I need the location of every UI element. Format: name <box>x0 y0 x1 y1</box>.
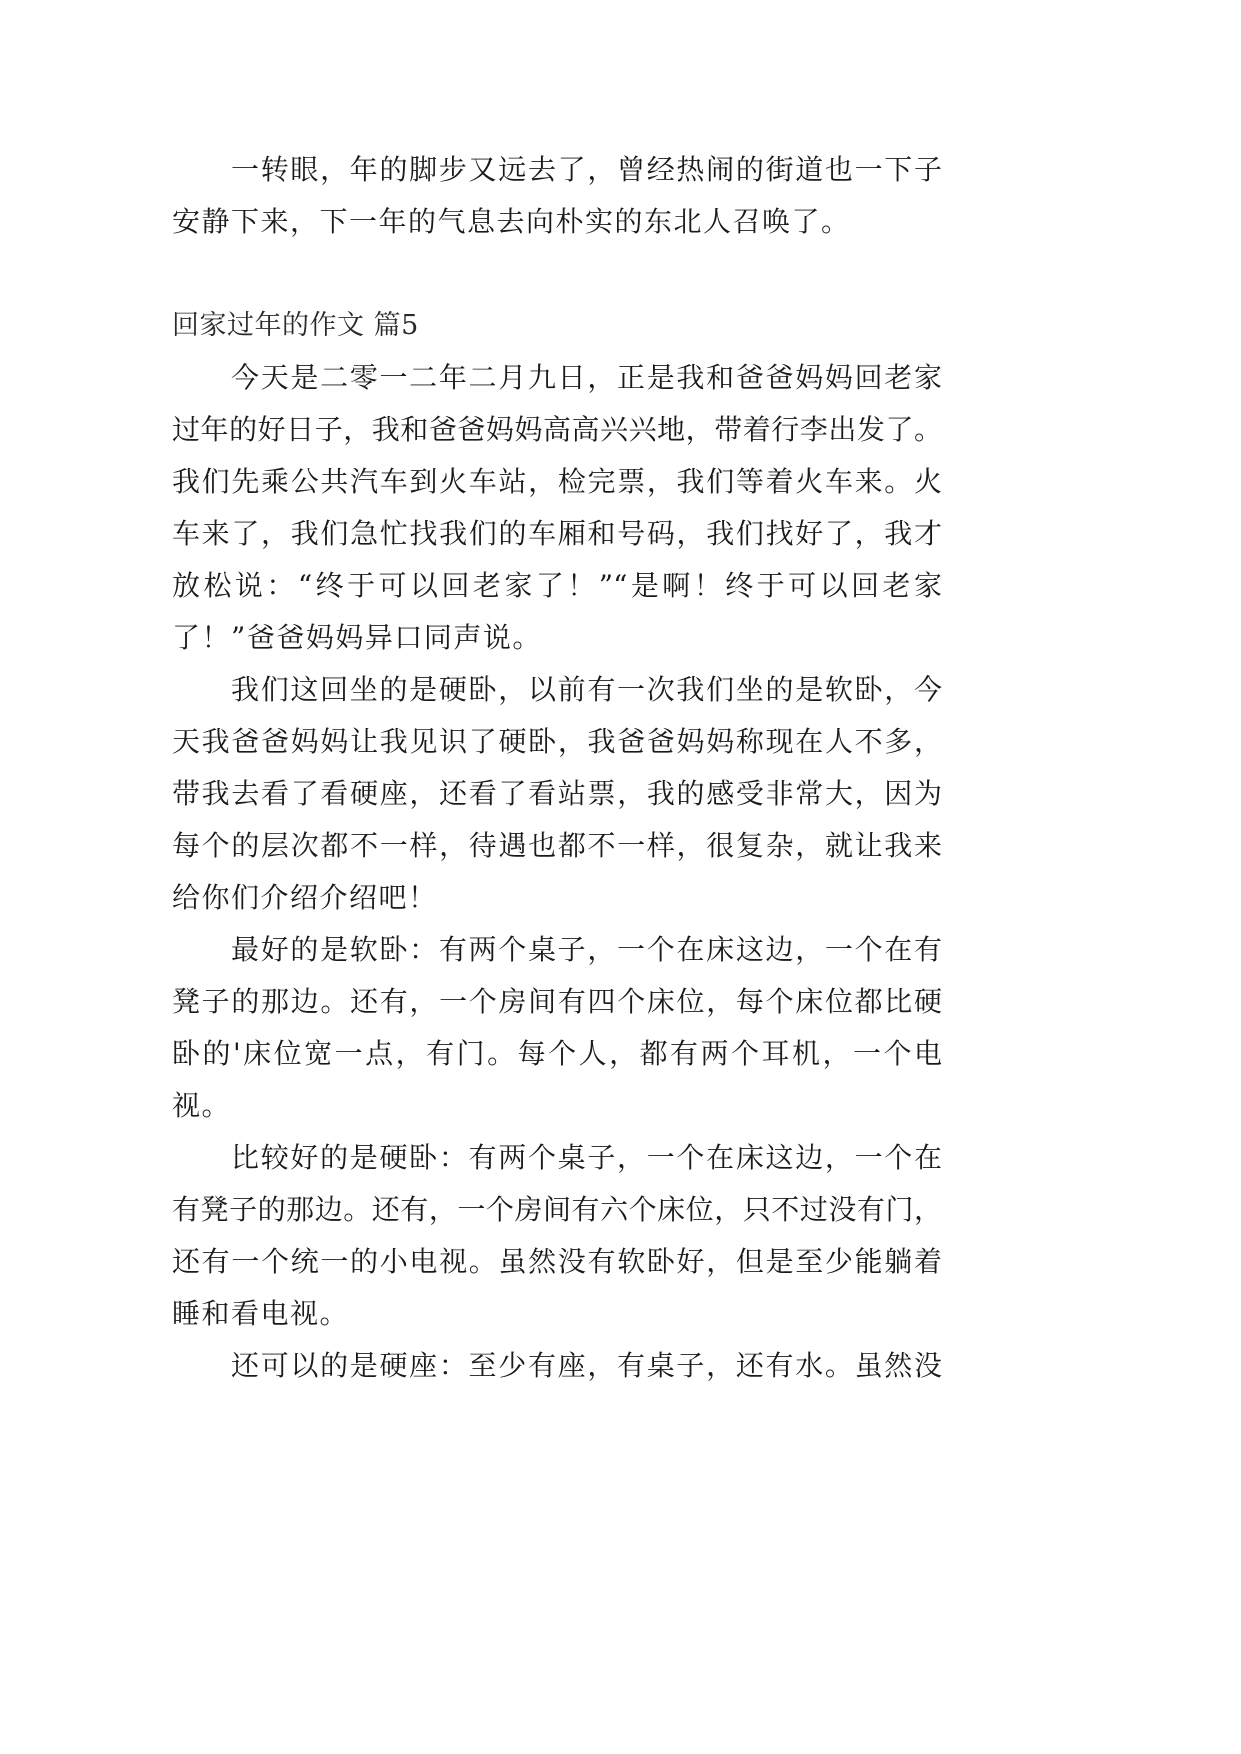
paragraph-line: 我们先乘公共汽车到火车站，检完票，我们等着火车来。火 <box>172 465 942 498</box>
paragraph-line: 还可以的是硬座：至少有座，有桌子，还有水。虽然没 <box>231 1349 942 1382</box>
paragraph-line: 卧的'床位宽一点，有门。每个人，都有两个耳机，一个电 <box>172 1037 942 1070</box>
paragraph <box>172 1340 942 1392</box>
paragraph-line: 今天是二零一二年二月九日，正是我和爸爸妈妈回老家 <box>231 361 942 394</box>
paragraph-line: 凳子的那边。还有，一个房间有四个床位，每个床位都比硬 <box>172 985 942 1018</box>
paragraph-line: 安静下来，下一年的气息去向朴实的东北人召唤了。 <box>172 205 851 238</box>
paragraph-line: 一转眼，年的脚步又远去了，曾经热闹的街道也一下子 <box>231 153 942 186</box>
paragraph <box>172 924 942 1132</box>
paragraph-line: 给你们介绍介绍吧！ <box>172 881 438 914</box>
paragraph-line: 还有一个统一的小电视。虽然没有软卧好，但是至少能躺着 <box>172 1245 942 1278</box>
paragraph <box>172 1132 942 1340</box>
paragraph-line: 睡和看电视。 <box>172 1297 350 1330</box>
blank-line <box>172 248 942 300</box>
paragraph <box>172 352 942 664</box>
paragraph-line: 了！”爸爸妈妈异口同声说。 <box>172 621 542 654</box>
text-body <box>172 144 942 1392</box>
paragraph-line: 车来了，我们急忙找我们的车厢和号码，我们找好了，我才 <box>172 517 942 550</box>
paragraph-line: 天我爸爸妈妈让我见识了硬卧，我爸爸妈妈称现在人不多， <box>172 725 942 758</box>
paragraph-line: 最好的是软卧：有两个桌子，一个在床这边，一个在有 <box>231 933 942 966</box>
paragraph-line: 放松说：“终于可以回老家了！”“是啊！终于可以回老家 <box>172 569 942 602</box>
paragraph-line: 视。 <box>172 1089 232 1122</box>
paragraph-line: 过年的好日子，我和爸爸妈妈高高兴兴地，带着行李出发了。 <box>172 413 942 446</box>
paragraph-line: 有凳子的那边。还有，一个房间有六个床位，只不过没有门， <box>172 1193 942 1226</box>
section-heading: 回家过年的作文 篇5 <box>172 310 419 341</box>
intro-paragraph <box>172 144 942 248</box>
paragraph-line: 每个的层次都不一样，待遇也都不一样，很复杂，就让我来 <box>172 829 942 862</box>
paragraph <box>172 664 942 924</box>
paragraph-line: 带我去看了看硬座，还看了看站票，我的感受非常大，因为 <box>172 777 942 810</box>
paragraph-line: 比较好的是硬卧：有两个桌子，一个在床这边，一个在 <box>231 1141 942 1174</box>
paragraph-line: 我们这回坐的是硬卧，以前有一次我们坐的是软卧，今 <box>231 673 942 706</box>
